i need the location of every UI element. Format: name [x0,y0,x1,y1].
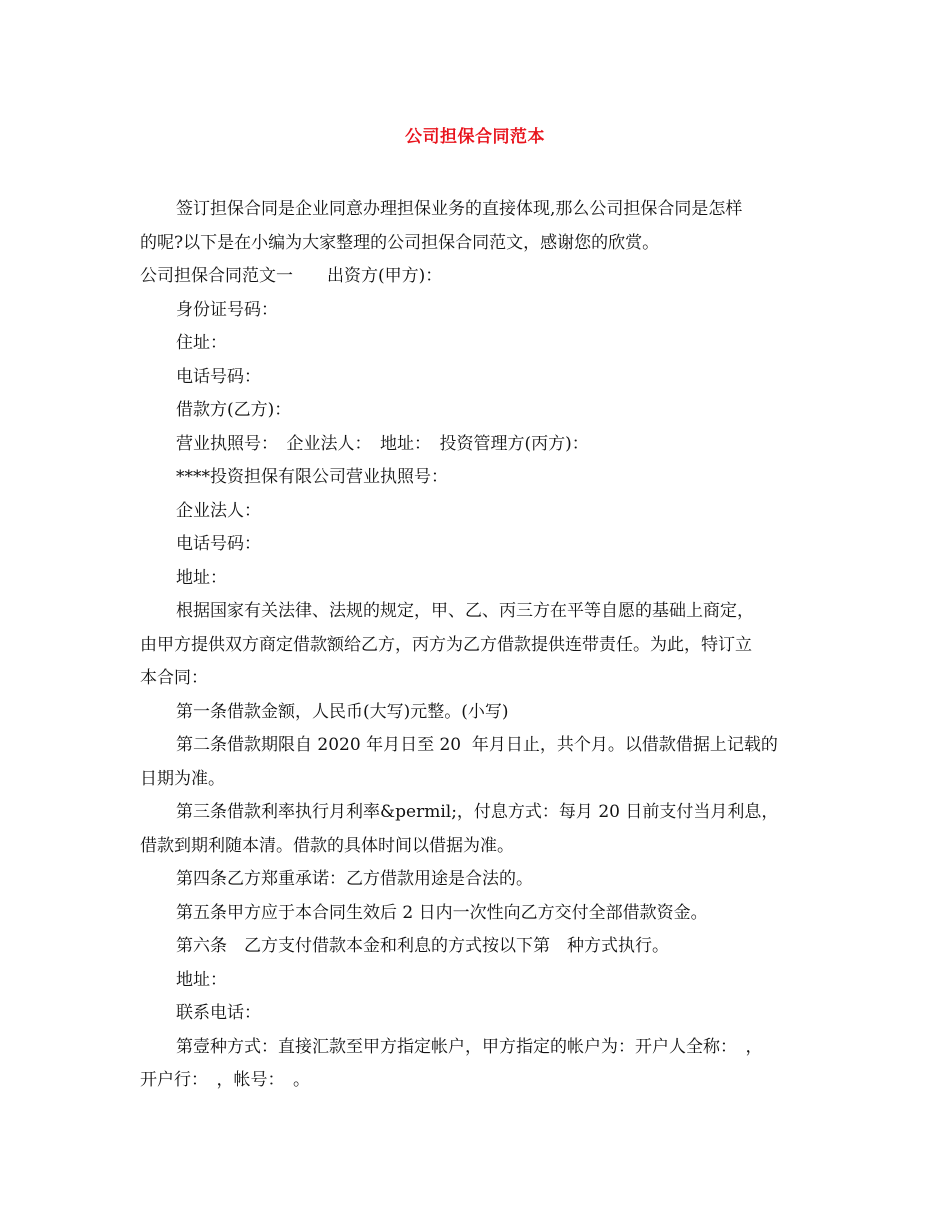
paragraph-line: 日期为准。 [140,768,225,789]
paragraph-line: 企业法人： [176,500,261,521]
document-body [140,193,830,1098]
paragraph-line: 第六条 乙方支付借款本金和利息的方式按以下第 种方式执行。 [176,936,669,956]
paragraph-line: 电话号码： [176,366,261,387]
paragraph-line: 第二条借款期限自 2020 年月日至 20 年月日止，共个月。以借款借据上记载的 [176,735,778,755]
paragraph-line: 签订担保合同是企业同意办理担保业务的直接体现,那么公司担保合同是怎样 [176,199,743,219]
paragraph-line: 地址： [176,969,227,990]
paragraph-line: 第三条借款利率执行月利率&permil;，付息方式：每月 20 日前支付当月利息， [176,802,779,822]
paragraph-line: 第五条甲方应于本合同生效后 2 日内一次性向乙方交付全部借款资金。 [176,902,708,923]
paragraph-line: 住址： [176,333,227,353]
paragraph-line: 的呢?以下是在小编为大家整理的公司担保合同范文，感谢您的欣赏。 [140,232,660,253]
paragraph-line: 身份证号码： [176,299,278,320]
document-title: 公司担保合同范本 [405,127,545,147]
paragraph-line: 第壹种方式：直接汇款至甲方指定帐户，甲方指定的帐户为：开户人全称： ， [176,1036,763,1057]
paragraph-line: 根据国家有关法律、法规的规定，甲、乙、丙三方在平等自愿的基础上商定， [176,601,754,621]
paragraph-line: 本合同： [140,668,208,688]
paragraph-line: 地址： [176,567,227,588]
paragraph-line: 借款到期利随本清。借款的具体时间以借据为准。 [140,835,514,856]
paragraph-line: 电话号码： [176,534,261,554]
paragraph-line: ****投资担保有限公司营业执照号： [176,467,448,487]
paragraph-line: 开户行： ，帐号： 。 [140,1070,310,1090]
paragraph-line: 第四条乙方郑重承诺：乙方借款用途是合法的。 [176,869,533,889]
paragraph-line: 由甲方提供双方商定借款额给乙方，丙方为乙方借款提供连带责任。为此，特订立 [140,634,752,655]
paragraph-line: 第一条借款金额，人民币(大写)元整。(小写) [176,701,509,722]
paragraph-line: 借款方(乙方)： [176,400,292,420]
paragraph-line: 联系电话： [176,1003,261,1023]
paragraph-line: 营业执照号： 企业法人： 地址： 投资管理方(丙方)： [176,433,589,454]
paragraph-line: 公司担保合同范文一 出资方(甲方)： [140,266,443,286]
